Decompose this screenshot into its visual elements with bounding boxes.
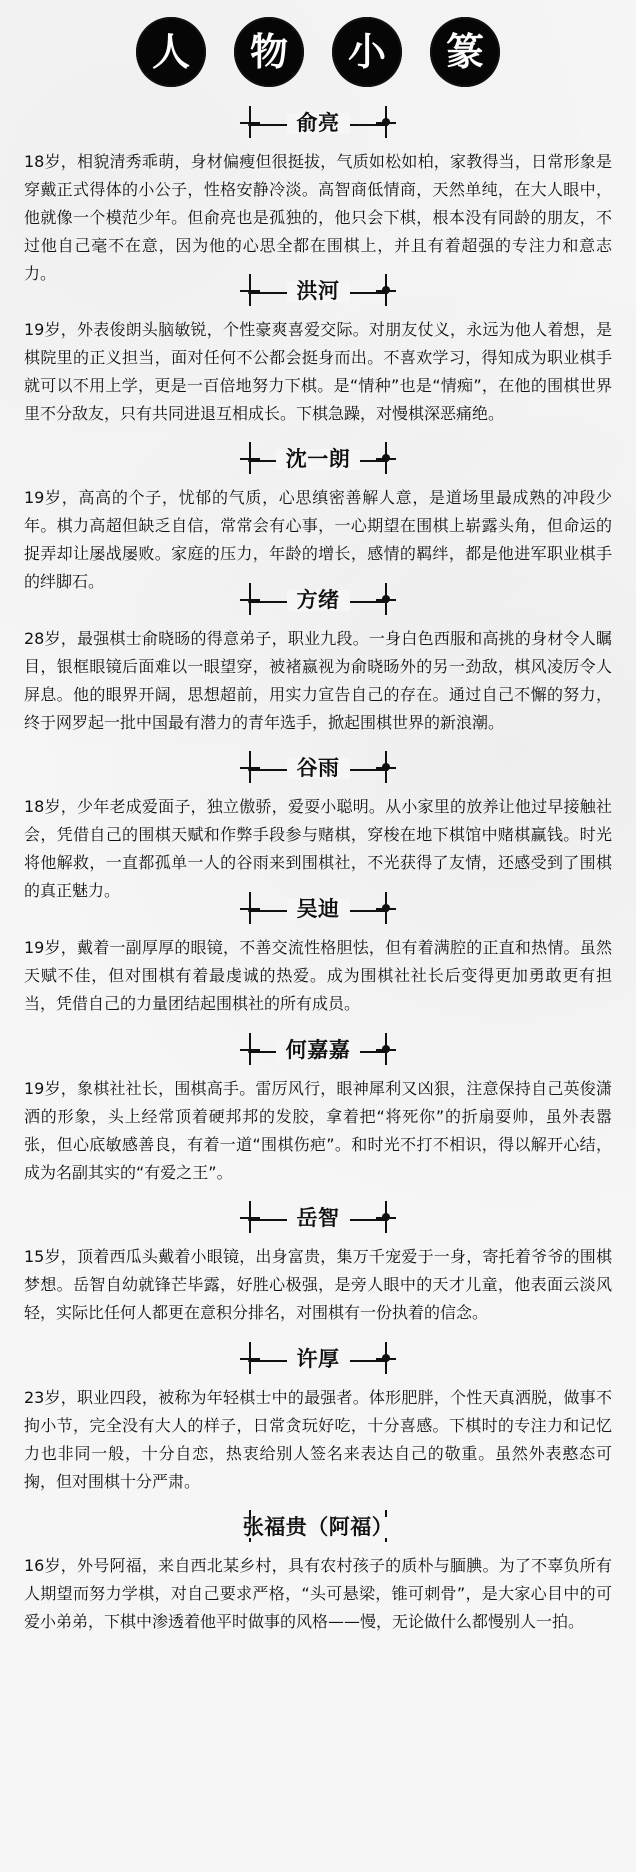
ornament-cross-icon [374,442,398,474]
character-description: 16岁，外号阿福，来自西北某乡村，具有农村孩子的质朴与腼腆。为了不辜负所有人期望而努力学棋，对自己要求严格，“头可悬梁，锥可刺骨”，是大家心目中的可爱小弟弟，下棋中渗透着他平时做事的风格——慢，无论做什么都慢别人一拍。 [24,1556,612,1631]
character-section-gu-yu [24,743,612,900]
section-heading [24,266,612,316]
ornament-cross-icon [238,274,262,306]
ornament-cross-icon [238,892,262,924]
character-section-wu-di [24,884,612,1025]
ornament-cross-icon [374,1342,398,1374]
section-heading [24,1025,612,1075]
section-heading [24,1502,612,1552]
character-description: 19岁，高高的个子，忧郁的气质，心思缜密善解人意，是道场里最成熟的冲段少年。棋力高超但缺乏自信，常常会有心事，一心期望在围棋上崭露头角，但命运的捉弄却让屡战屡败。家庭的压力，年龄的增长，感情的羁绊，都是他进军职业棋手的绊脚石。 [24,488,612,591]
ornament-cross-icon [374,274,398,306]
character-section-shen-yilang [24,434,612,591]
ornament-cross-icon [374,751,398,783]
ornament-cross-icon [374,583,398,615]
character-name: 岳智 [287,1208,350,1229]
page-title [24,0,612,98]
section-heading [24,98,612,148]
ornament-cross-icon [374,892,398,924]
character-name: 何嘉嘉 [276,1040,361,1061]
character-section-hong-he [24,266,612,434]
character-section-zhang-fugui [24,1502,612,1670]
character-description: 18岁，相貌清秀乖萌，身材偏瘦但很挺拔，气质如松如柏，家教得当，日常形象是穿戴正式得体的小公子，性格安静冷淡。高智商低情商，天然单纯，在大人眼中，他就像一个模范少年。但俞亮也是孤独的，他只会下棋，根本没有同龄的朋友，不过他自己毫不在意，因为他的心思全都在围棋上，并且有着超强的专注力和意志力。 [24,152,612,283]
character-description: 19岁，象棋社社长，围棋高手。雷厉风行，眼神犀利又凶狠，注意保持自己英俊潇洒的形象，头上经常顶着硬邦邦的发胶，拿着把“将死你”的折扇耍帅，虽外表嚣张，但心底敏感善良，有着一道“围棋伤疤”。和时光不打不相识，得以解开心结，成为名副其实的“有爱之王”。 [24,1079,612,1182]
section-heading [24,434,612,484]
character-description: 28岁，最强棋士俞晓旸的得意弟子，职业九段。一身白色西服和高挑的身材令人瞩目，银框眼镜后面难以一眼望穿，被褚嬴视为俞晓旸外的另一劲敌，棋风凌厉令人屏息。他的眼界开阔，思想超前，用实力宣告自己的存在。通过自己不懈的努力，终于网罗起一批中国最有潜力的青年选手，掀起围棋世界的新浪潮。 [24,629,612,732]
character-section-fang-xu [24,575,612,743]
ornament-cross-icon [238,1201,262,1233]
ornament-cross-icon [238,583,262,615]
ornament-cross-icon [238,751,262,783]
section-heading [24,884,612,934]
ornament-cross-icon [374,106,398,138]
section-heading [24,743,612,793]
section-heading [24,1193,612,1243]
ornament-cross-icon [238,1342,262,1374]
character-name: 沈一朗 [276,449,361,470]
character-section-he-jiajia [24,1025,612,1193]
character-description: 23岁，职业四段，被称为年轻棋士中的最强者。体形肥胖，个性天真洒脱，做事不拘小节，完全没有大人的样子，日常贪玩好吃，十分喜感。下棋时的专注力和记忆力也非同一般，十分自恋，热衷给别人签名来表达自己的敬重。虽然外表憨态可掬，但对围棋十分严肃。 [24,1388,612,1491]
ornament-cross-icon [374,1201,398,1233]
character-name: 张福贵（阿福） [233,1517,404,1538]
ornament-cross-icon [374,1033,398,1065]
character-section-xu-hou [24,1334,612,1502]
section-heading [24,575,612,625]
title-character: 人 [136,17,206,87]
character-section-yue-zhi [24,1193,612,1334]
title-character: 物 [234,17,304,87]
character-name: 洪河 [287,281,350,302]
character-description: 18岁，少年老成爱面子，独立傲骄，爱耍小聪明。从小家里的放养让他过早接触社会，凭借自己的围棋天赋和作弊手段参与赌棋，穿梭在地下棋馆中赌棋赢钱。时光将他解救，一直都孤单一人的谷雨来到围棋社，不光获得了友情，还感受到了围棋的真正魅力。 [24,797,612,900]
character-section-yu-liang [24,98,612,283]
character-name: 谷雨 [287,758,350,779]
ornament-cross-icon [238,442,262,474]
title-character: 篆 [430,17,500,87]
title-character: 小 [332,17,402,87]
character-name: 吴迪 [287,899,350,920]
character-name: 方绪 [287,590,350,611]
ornament-cross-icon [238,1033,262,1065]
ornament-cross-icon [238,106,262,138]
section-heading [24,1334,612,1384]
character-name: 许厚 [287,1349,350,1370]
character-name: 俞亮 [287,113,350,134]
character-description: 15岁，顶着西瓜头戴着小眼镜，出身富贵，集万千宠爱于一身，寄托着爷爷的围棋梦想。岳智自幼就锋芒毕露，好胜心极强，是旁人眼中的天才儿童，他表面云淡风轻，实际比任何人都更在意积分排名，对围棋有一份执着的信念。 [24,1247,612,1322]
character-description: 19岁，戴着一副厚厚的眼镜，不善交流性格胆怯，但有着满腔的正直和热情。虽然天赋不佳，但对围棋有着最虔诚的热爱。成为围棋社社长后变得更加勇敢更有担当，凭借自己的力量团结起围棋社的所有成员。 [24,938,612,1013]
character-description: 19岁，外表俊朗头脑敏锐，个性豪爽喜爱交际。对朋友仗义，永远为他人着想，是棋院里的正义担当，面对任何不公都会挺身而出。不喜欢学习，得知成为职业棋手就可以不用上学，更是一百倍地努力下棋。是“情种”也是“情痴”，在他的围棋世界里不分敌友，只有共同进退互相成长。下棋急躁，对慢棋深恶痛绝。 [24,320,612,423]
